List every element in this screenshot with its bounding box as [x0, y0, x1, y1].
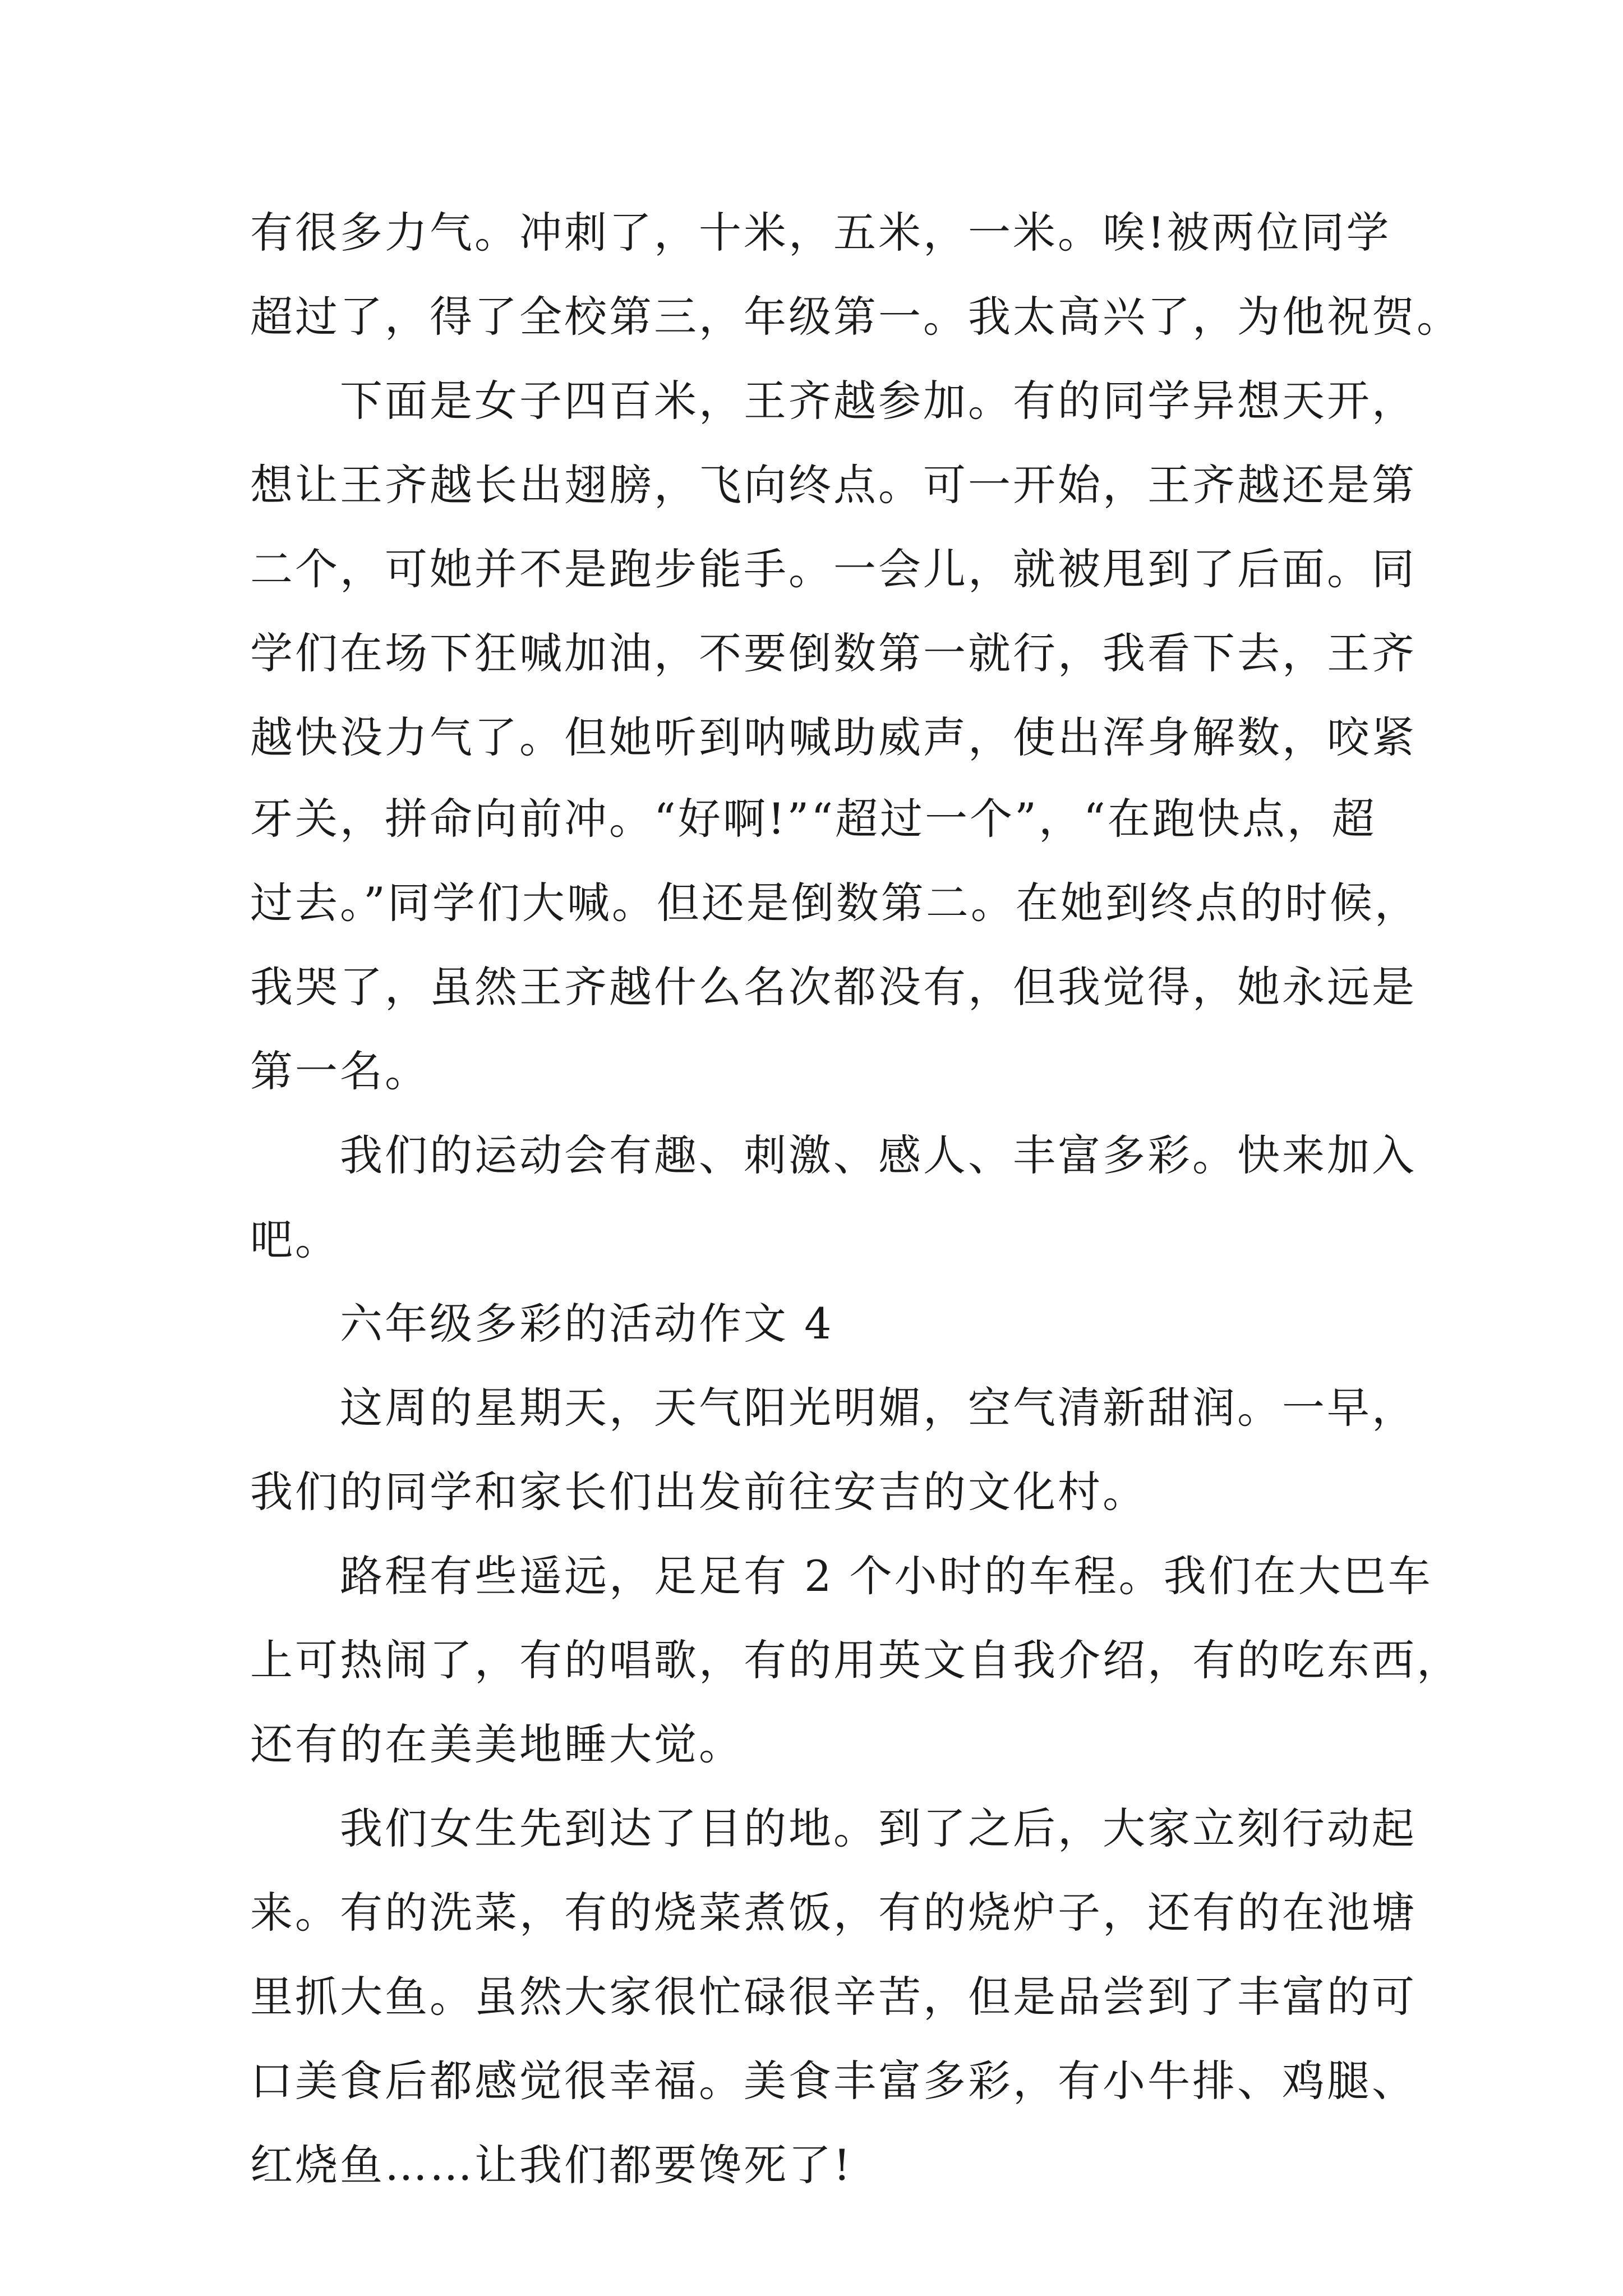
text-line-13: 吧。: [250, 1214, 340, 1264]
text-line-5: 二个，可她并不是跑步能手。一会儿，就被甩到了后面。同: [250, 544, 1417, 594]
paragraph-start-line-20: 我们女生先到达了目的地。到了之后，大家立刻行动起: [340, 1803, 1417, 1853]
text-line-6: 学们在场下狂喊加油，不要倒数第一就行，我看下去，王齐: [250, 628, 1417, 678]
text-line-8: 牙关，拼命向前冲。“好啊!”“超过一个”，“在跑快点，超: [250, 794, 1377, 844]
text-line-4: 想让王齐越长出翅膀，飞向终点。可一开始，王齐越还是第: [250, 460, 1417, 510]
text-line-7: 越快没力气了。但她听到呐喊助威声，使出浑身解数，咬紧: [250, 712, 1417, 762]
text-line-2: 超过了，得了全校第三，年级第一。我太高兴了，为他祝贺。: [250, 292, 1461, 342]
paragraph-start-line-12: 我们的运动会有趣、刺激、感人、丰富多彩。快来加入: [340, 1130, 1417, 1180]
text-line-9: 过去。”同学们大喊。但还是倒数第二。在她到终点的时候，: [250, 878, 1419, 928]
text-line-18: 上可热闹了，有的唱歌，有的用英文自我介绍，有的吃东西，: [250, 1635, 1461, 1685]
text-line-21: 来。有的洗菜，有的烧菜煮饭，有的烧炉子，还有的在池塘: [250, 1888, 1417, 1938]
text-line-16: 我们的同学和家长们出发前往安吉的文化村。: [250, 1467, 1147, 1517]
paragraph-start-line-3: 下面是女子四百米，王齐越参加。有的同学异想天开，: [340, 376, 1417, 426]
text-line-23: 口美食后都感觉很幸福。美食丰富多彩，有小牛排、鸡腿、: [250, 2056, 1417, 2106]
section-heading: 六年级多彩的活动作文 4: [340, 1299, 834, 1349]
text-line-19: 还有的在美美地睡大觉。: [250, 1719, 744, 1769]
text-line-24: 红烧鱼……让我们都要馋死了!: [250, 2140, 853, 2190]
text-line-11: 第一名。: [250, 1046, 430, 1096]
text-line-10: 我哭了，虽然王齐越什么名次都没有，但我觉得，她永远是: [250, 962, 1417, 1012]
text-line-1: 有很多力气。冲刺了，十米，五米，一米。唉!被两位同学: [250, 208, 1391, 257]
text-line-22: 里抓大鱼。虽然大家很忙碌很辛苦，但是品尝到了丰富的可: [250, 1972, 1417, 2022]
paragraph-start-line-15: 这周的星期天，天气阳光明媚，空气清新甜润。一早，: [340, 1383, 1417, 1433]
paragraph-start-line-17: 路程有些遥远，足足有 2 个小时的车程。我们在大巴车: [340, 1551, 1433, 1601]
